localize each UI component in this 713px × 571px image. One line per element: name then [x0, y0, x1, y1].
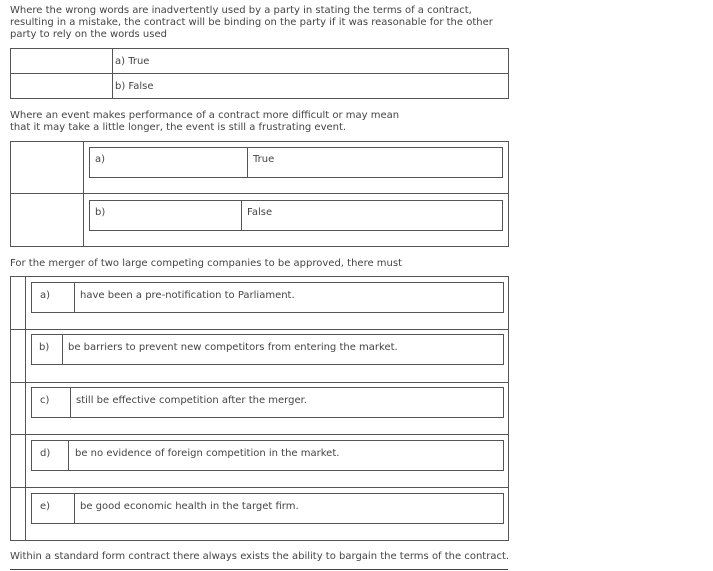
option-text: have been a pre-notification to Parliament. — [80, 290, 295, 301]
option-label: b) — [39, 342, 50, 353]
option-label: d) — [40, 448, 51, 459]
option-text: still be effective competition after the merger. — [76, 395, 307, 406]
option-label: c) — [40, 395, 50, 406]
option-text: True — [253, 154, 275, 165]
option-text: False — [247, 207, 273, 218]
option-true[interactable]: a) True — [115, 56, 150, 67]
question-2-prompt: Where an event makes performance of a contract more difficult or may mean that it may take a little longer, the event is still a frustrating event. — [10, 110, 400, 133]
question-2-option-b[interactable] — [89, 200, 503, 231]
question-3-option-b[interactable] — [31, 334, 504, 365]
question-3-option-a[interactable] — [31, 282, 504, 313]
option-text: be barriers to prevent new competitors from entering the market. — [68, 342, 398, 353]
question-4-prompt: Within a standard form contract there always exists the ability to bargain the terms of the contract. — [10, 551, 510, 562]
option-text: be good economic health in the target firm. — [80, 501, 299, 512]
question-1-prompt: Where the wrong words are inadvertently used by a party in stating the terms of a contract, resulting in a mistake, the contract will be binding on the party if it was reasonable for the other party to rely on the words used — [10, 5, 493, 40]
option-false[interactable]: b) False — [115, 81, 154, 92]
question-1-options-table — [10, 48, 509, 99]
option-label: a) — [40, 290, 51, 301]
question-2-option-a[interactable] — [89, 147, 503, 178]
option-label: e) — [40, 501, 51, 512]
question-3-prompt: For the merger of two large competing companies to be approved, there must — [10, 258, 403, 269]
question-3-options-table — [10, 276, 509, 541]
question-3-option-c[interactable] — [31, 387, 504, 418]
option-text: be no evidence of foreign competition in the market. — [75, 448, 340, 459]
option-label: b) — [95, 207, 106, 218]
question-2-options-table — [10, 141, 509, 247]
question-3-option-d[interactable] — [31, 440, 504, 471]
option-label: a) — [95, 154, 106, 165]
divider — [10, 569, 508, 570]
question-3-option-e[interactable] — [31, 493, 504, 524]
